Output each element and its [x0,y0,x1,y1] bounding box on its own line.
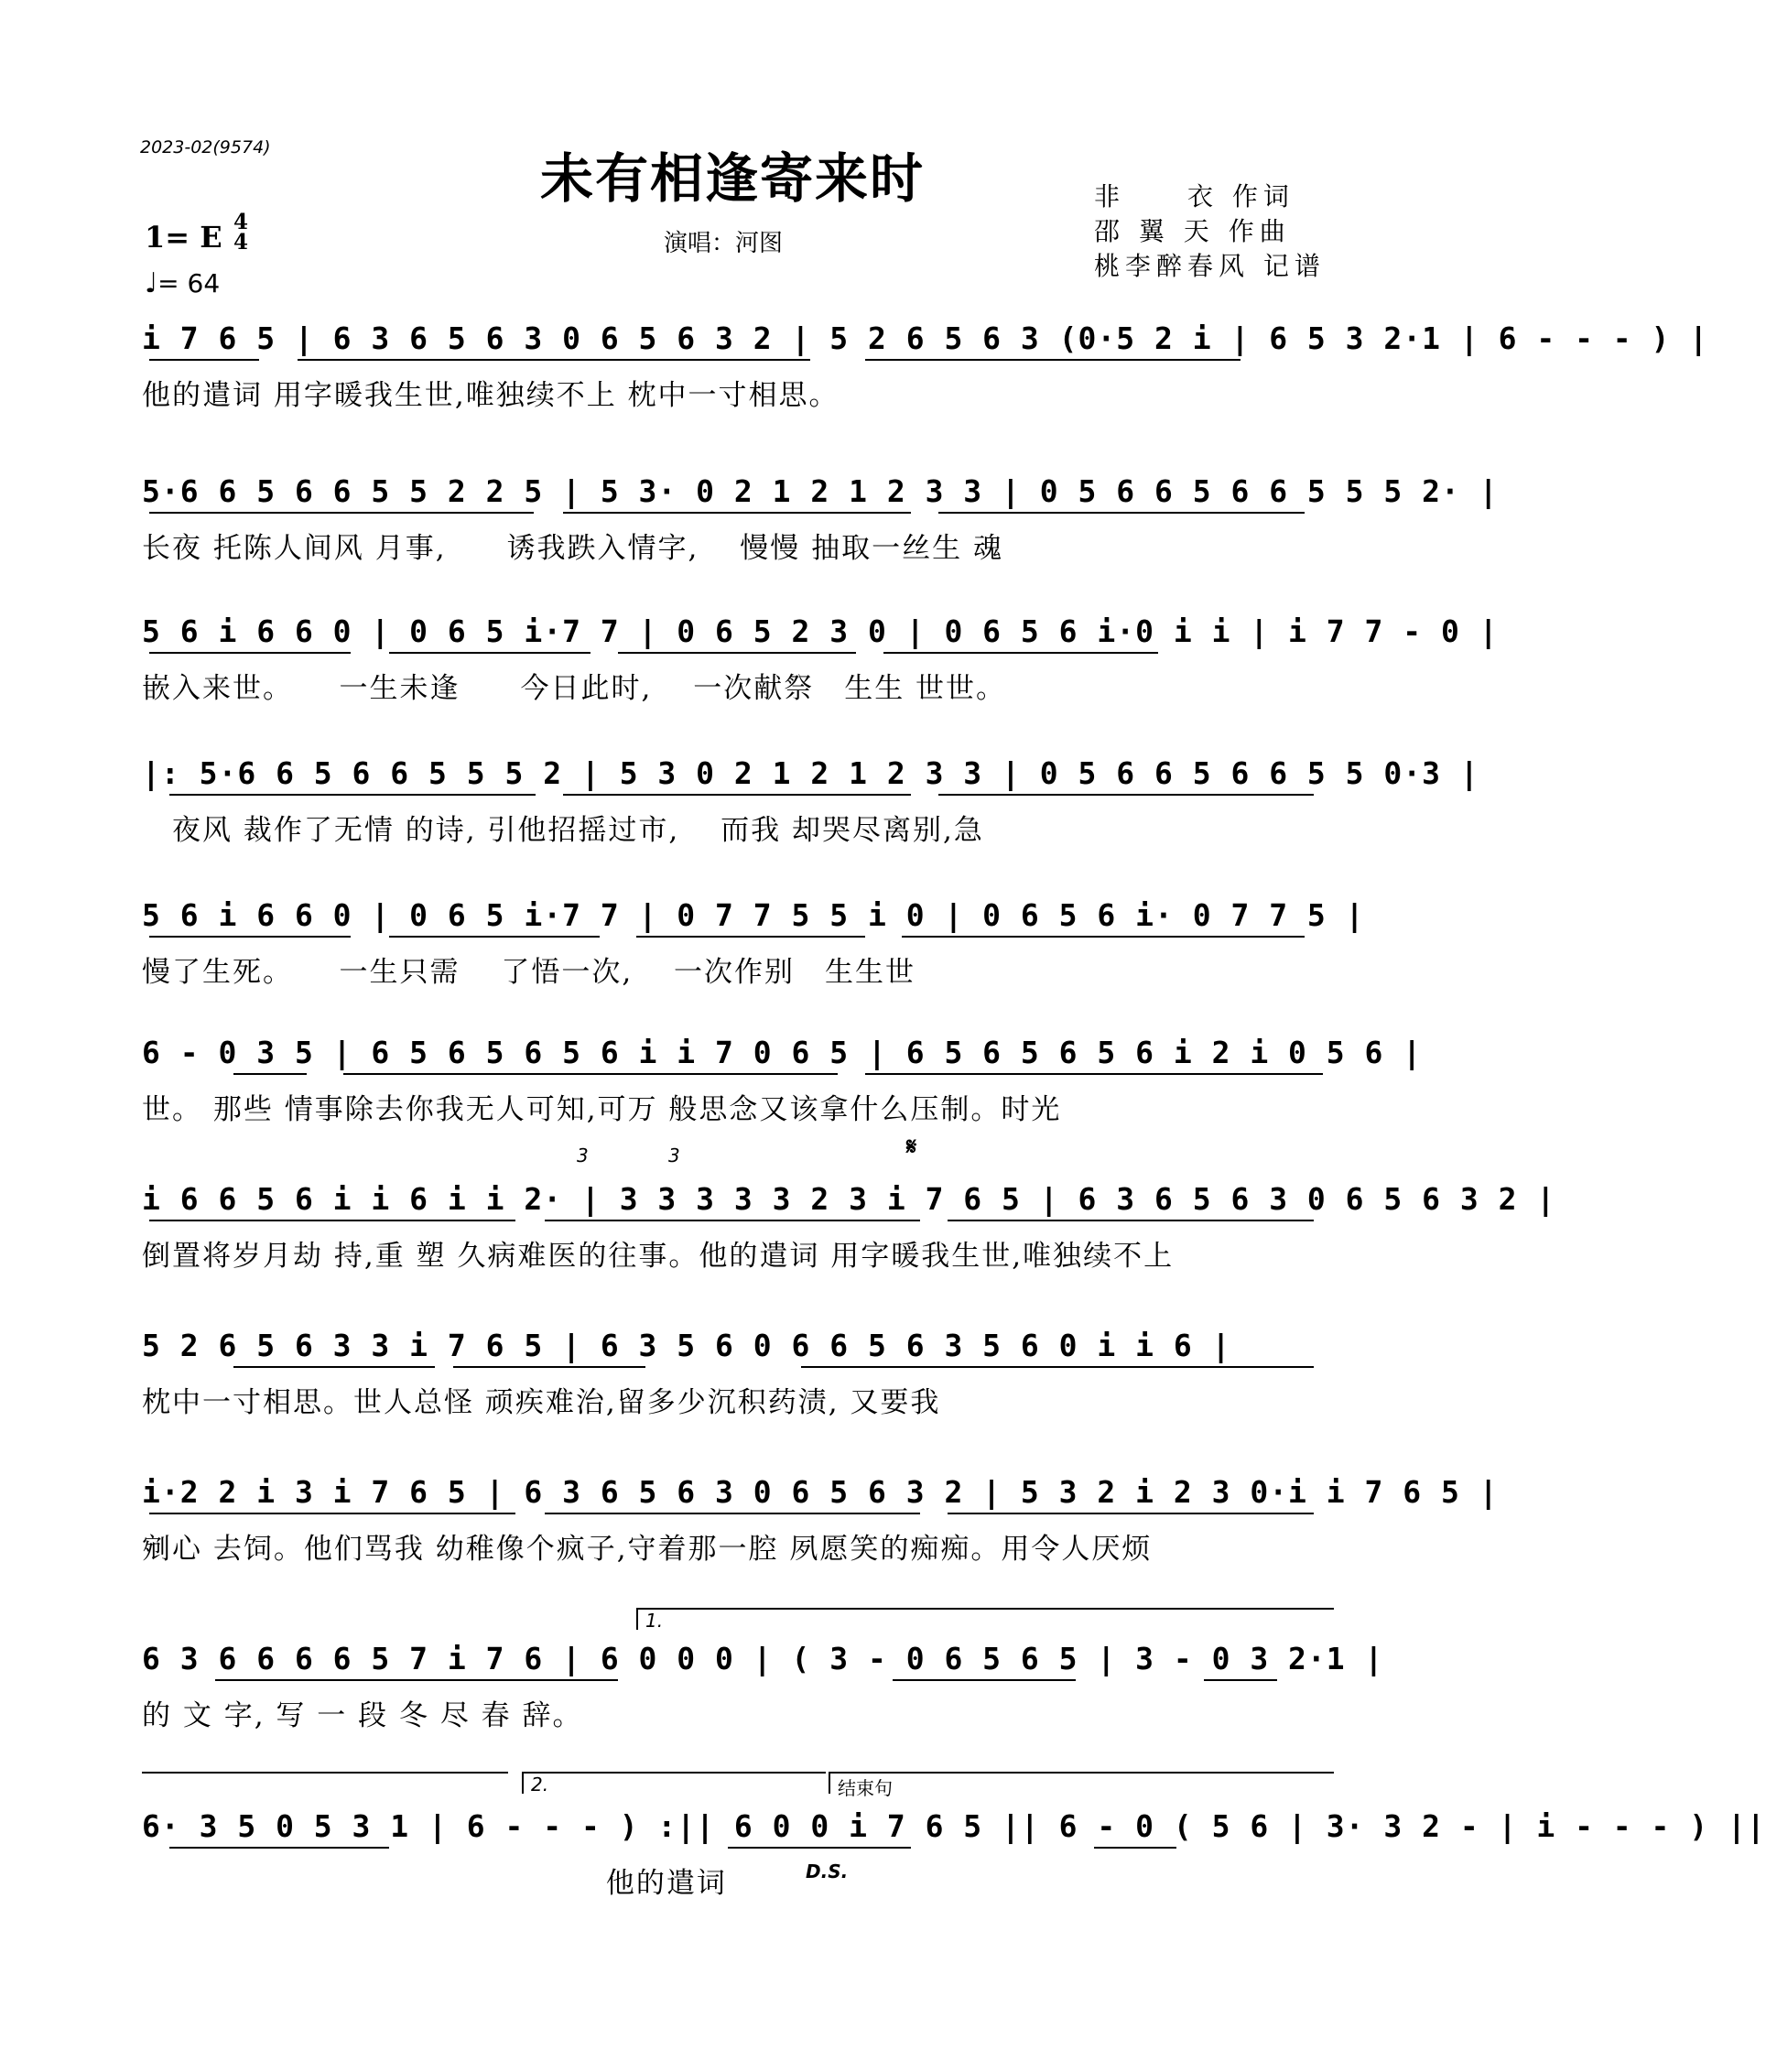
beam-lines [142,1218,1337,1231]
beam-lines [142,1071,1337,1084]
time-top: 4 [233,210,249,234]
beam-lines [142,934,1337,947]
notation-line: 6 3 6 6 6 6 5 7 i 7 6 | 6 0 0 0 | ( 3 - 0 6 5 6 5 | 3 - 0 3 2·1 | [142,1641,1384,1676]
notation-line: 6· 3 5 0 5 3 1 | 6 - - - ) :|| 6 0 0 i 7 6 5 || 6 - 0 ( 5 6 | 3· 3 2 - | i - - - ) || [142,1808,1766,1844]
lyric-line: 长夜 托陈人间风 月事, 诱我跌入情字, 慢慢 抽取一丝生 魂 [142,532,1003,565]
notation-line: 5·6 6 5 6 6 5 5 2 2 5 | 5 3· 0 2 1 2 1 2 3 3 | 0 5 6 6 5 6 6 5 5 5 2· | [142,473,1499,509]
lyric-line: 枕中一寸相思。世人总怪 顽疾难治,留多少沉积药渍, 又要我 [142,1386,941,1419]
coda-bracket [829,1772,1334,1794]
ending-2-bracket [522,1772,826,1794]
ds-mark: D.S. [806,1860,849,1882]
time-bottom: 4 [233,230,249,255]
lyric-line: 嵌入来世。 一生未逢 今日此时, 一次献祭 生生 世世。 [142,672,1007,705]
key-signature: 1= E [145,220,222,255]
tempo-value: = 64 [157,268,221,298]
time-signature [233,212,248,253]
notation-line: i·2 2 i 3 i 7 6 5 | 6 3 6 5 6 3 0 6 5 6 3 2 | 5 3 2 i 2 3 0·i i 7 6 5 | [142,1474,1499,1510]
coda-label: 结束句 [838,1777,893,1799]
tempo-marking [145,267,220,299]
song-title: 未有相逢寄来时 [539,147,925,210]
lyric-line: 夜风 裁作了无情 的诗, 引他招摇过市, 而我 却哭尽离别,急 [142,814,984,847]
lyric-line: 世。 那些 情事除去你我无人可知,可万 般思念又该拿什么压制。时光 [142,1093,1062,1126]
lyric-line: 剜心 去饲。他们骂我 幼稚像个疯子,守着那一腔 夙愿笑的痴痴。用令人厌烦 [142,1533,1153,1566]
notation-line: |: 5·6 6 5 6 6 5 5 5 2 | 5 3 0 2 1 2 1 2 3 3 | 0 5 6 6 5 6 6 5 5 0·3 | [142,755,1479,791]
segno-icon: 𝄋 [906,1134,917,1161]
transcriber-credit: 桃李醉春风 记谱 [1094,251,1326,281]
beam-lines [142,357,1337,370]
ending-1-label: 1. [645,1610,664,1632]
lyric-line: 倒置将岁月劫 持,重 塑 久病难医的往事。他的遣词 用字暖我生世,唯独续不上 [142,1240,1175,1273]
notation-line: 5 2 6 5 6 3 3 i 7 6 5 | 6 3 5 6 0 6 6 5 6 3 5 6 0 i i 6 | [142,1328,1231,1363]
beam-lines [142,650,1337,663]
lyric-line: 他的遣词 [142,1867,727,1900]
ending-1-continuation [142,1772,508,1794]
notation-line: 6 - 0 3 5 | 6 5 6 5 6 5 6 i i 7 0 6 5 | 6 5 6 5 6 5 6 i 2 i 0 5 6 | [142,1035,1423,1070]
lyric-line: 的 文 字, 写 一 段 冬 尽 春 辞。 [142,1699,583,1732]
ending-2-label: 2. [531,1774,549,1795]
lyric-line: 慢了生死。 一生只需 了悟一次, 一次作别 生生世 [142,956,916,989]
beam-lines [142,1511,1337,1524]
credits-block [1094,179,1326,284]
beam-lines [142,510,1337,523]
composer-credit: 邵 翼 天 作曲 [1094,216,1291,246]
score-code: 2023-02(9574) [140,137,271,157]
lyricist-credit: 非 衣 作词 [1094,181,1295,212]
beam-lines [142,1677,1337,1690]
ending-1-bracket [636,1608,1334,1630]
notation-line: i 7 6 5 | 6 3 6 5 6 3 0 6 5 6 3 2 | 5 2 6 5 6 3 (0·5 2 i | 6 5 3 2·1 | 6 - - - ) | [142,320,1709,356]
singer-credit: 演唱：河图 [664,230,784,257]
triplet-mark: 3 [577,1144,589,1166]
beam-lines [142,1845,1337,1858]
beam-lines [142,1364,1337,1377]
lyric-line: 他的遣词 用字暖我生世,唯独续不上 枕中一寸相思。 [142,379,840,412]
notation-line: i 6 6 5 6 i i 6 i i 2· | 3 3 3 3 3 2 3 i 7 6 5 | 6 3 6 5 6 3 0 6 5 6 3 2 | [142,1181,1556,1217]
notation-line: 5 6 i 6 6 0 | 0 6 5 i·7 7 | 0 6 5 2 3 0 | 0 6 5 6 i·0 i i | i 7 7 - 0 | [142,613,1499,649]
quarter-note-icon: ♩ [145,267,158,299]
beam-lines [142,792,1337,805]
notation-line: 5 6 i 6 6 0 | 0 6 5 i·7 7 | 0 7 7 5 5 i 0 | 0 6 5 6 i· 0 7 7 5 | [142,897,1365,933]
triplet-mark: 3 [668,1144,680,1166]
